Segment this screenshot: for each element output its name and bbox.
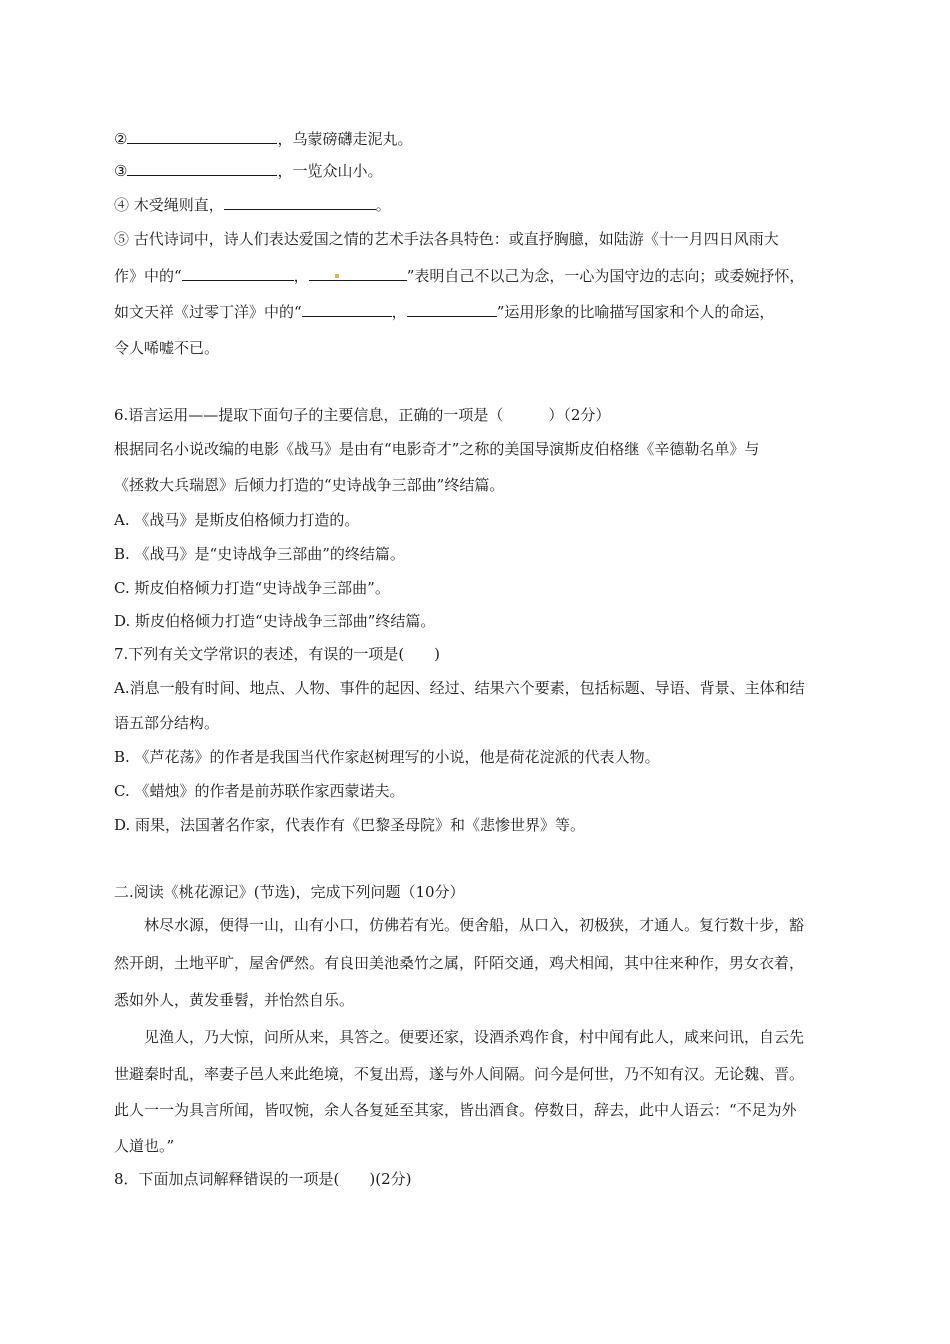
passage-line: 悉如外人，黄发垂髫，并怡然自乐。 — [114, 991, 355, 1009]
passage-line: 此人一一为具言所闻，皆叹惋，余人各复延至其家，皆出酒食。停数日，辞去，此中人语云：“不足为外 — [114, 1101, 797, 1119]
poem-item-5-line4: 令人唏嘘不已。 — [114, 339, 220, 357]
option-a-cont: 语五部分结构。 — [114, 714, 220, 732]
passage-line: 林尽水源，便得一山，山有小口，仿佛若有光。便舍船，从口入，初极狭，才通人。复行数十步，豁 — [144, 916, 805, 934]
option-d: D. 雨果，法国著名作家，代表作有《巴黎圣母院》和《悲惨世界》等。 — [114, 816, 586, 834]
option-c: C. 《蜡烛》的作者是前苏联作家西蒙诺夫。 — [114, 782, 405, 800]
answer-blank[interactable] — [127, 127, 277, 144]
passage-line: 然开朗，土地平旷，屋舍俨然。有良田美池桑竹之属，阡陌交通，鸡犬相闻，其中往来种作，男女衣着， — [114, 954, 805, 972]
item-text: ， — [391, 303, 407, 321]
answer-blank[interactable] — [302, 300, 392, 317]
poem-item-3 — [114, 159, 844, 182]
poem-item-5-line3 — [114, 300, 844, 323]
question-6-stem: 6.语言运用——提取下面句子的主要信息，正确的一项是（ ）（2分） — [114, 406, 611, 424]
answer-blank[interactable] — [182, 264, 294, 281]
option-d: D. 斯皮伯格倾力打造“史诗战争三部曲”终结篇。 — [114, 612, 436, 630]
item-number: ② — [114, 130, 128, 148]
item-text: ，乌蒙磅礴走泥丸。 — [277, 130, 413, 148]
item-text: ， — [293, 267, 309, 285]
item-text: 小 — [352, 162, 368, 180]
highlight-mark — [335, 274, 339, 278]
question-6-text: 《拯救大兵瑞恩》后倾力打造的“史诗战争三部曲”终结篇。 — [114, 476, 505, 494]
answer-blank[interactable] — [407, 300, 497, 317]
question-6-text: 根据同名小说改编的电影《战马》是由有“电影奇才”之称的美国导演斯皮伯格继《辛德勒名单》与 — [114, 440, 760, 458]
item-text: ④ 木受绳则直， — [114, 196, 224, 214]
question-7-stem: 7.下列有关文学常识的表述，有误的一项是( ) — [114, 645, 441, 663]
passage-line: 见渔人，乃大惊，问所从来，具答之。便要还家，设酒杀鸡作食，村中闻有此人，咸来问讯，自云先 — [144, 1028, 805, 1046]
answer-blank[interactable] — [127, 159, 277, 176]
item-text: ”运用形象的比喻描写国家和个人的命运， — [496, 303, 775, 321]
item-text: ”表明自己不以己为念，一心为国守边的志向；或委婉抒怀， — [406, 267, 805, 285]
passage-line: 人道也。” — [114, 1137, 175, 1155]
passage-line: 世避秦时乱，率妻子邑人来此绝境，不复出焉，遂与外人间隔。问今是何世，乃不知有汉。无论魏、晋。 — [114, 1065, 805, 1083]
option-a: A.消息一般有时间、地点、人物、事件的起因、经过、结果六个要素，包括标题、导语、背景、主体和结 — [114, 679, 805, 697]
question-8-stem: 8．下面加点词解释错误的一项是( )(2分) — [114, 1170, 412, 1188]
option-c: C. 斯皮伯格倾力打造“史诗战争三部曲”。 — [114, 579, 390, 597]
item-text: 作》中的“ — [114, 267, 182, 285]
poem-item-5-line2 — [114, 264, 844, 287]
section-title: 二.阅读《桃花源记》(节选)，完成下列问题（10分） — [114, 883, 465, 901]
poem-item-5-line1: ⑤ 古代诗词中，诗人们表达爱国之情的艺术手法各具特色：或直抒胸臆，如陆游《十一月四日风雨大 — [114, 230, 779, 248]
item-text: ，一览众山 — [277, 162, 353, 180]
item-text: 。 — [375, 196, 391, 214]
item-number: ③ — [114, 162, 128, 180]
option-b: B. 《战马》是“史诗战争三部曲”的终结篇。 — [114, 545, 405, 563]
option-a: A. 《战马》是斯皮伯格倾力打造的。 — [114, 511, 360, 529]
item-text: 。 — [367, 162, 383, 180]
option-b: B. 《芦花荡》的作者是我国当代作家赵树理写的小说，他是荷花淀派的代表人物。 — [114, 748, 660, 766]
answer-blank[interactable] — [309, 264, 407, 281]
item-text: 如文天祥《过零丁洋》中的“ — [114, 303, 302, 321]
answer-blank[interactable] — [224, 193, 376, 210]
poem-item-4 — [114, 193, 844, 216]
poem-item-2 — [114, 127, 844, 150]
